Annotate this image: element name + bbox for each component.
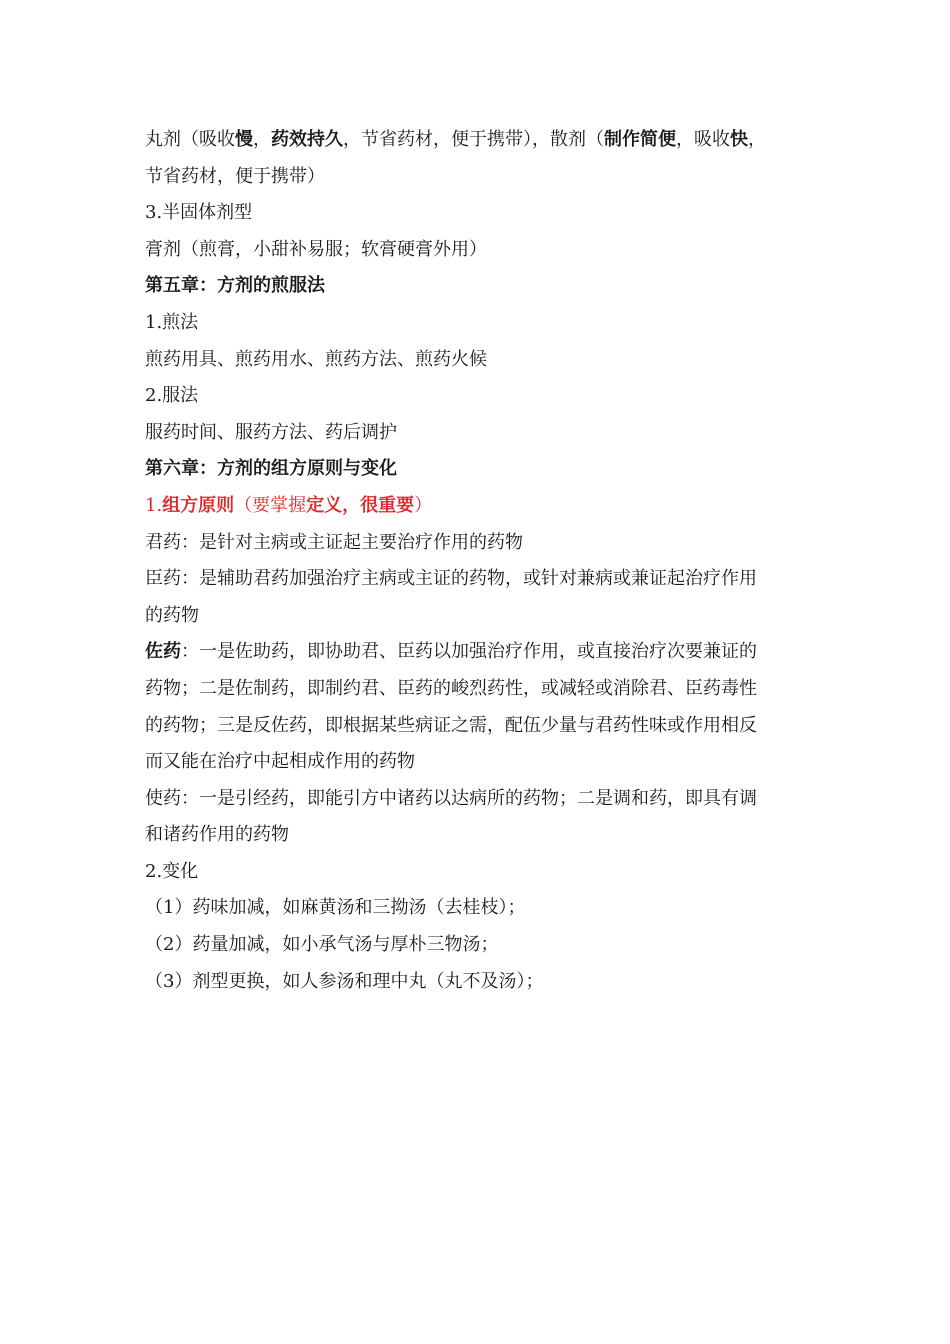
list-item: （3）剂型更换，如人参汤和理中丸（丸不及汤）； xyxy=(145,970,544,992)
subsection-title: 2.变化 xyxy=(145,860,199,882)
text-run: ：一是佐助药，即协助君、臣药以加强治疗作用，或直接治疗次要兼证的 xyxy=(181,641,757,663)
text-run: 丸剂（吸收 xyxy=(145,129,235,150)
principle-title-line xyxy=(145,488,815,525)
subsection-title: 1.煎法 xyxy=(145,311,199,333)
paragraph-line: 臣药：是辅助君药加强治疗主病或主证的药物，或针对兼病或兼证起治疗作用 xyxy=(145,568,757,590)
highlight-text: 定义，很重要 xyxy=(306,494,415,516)
bold-text: 制作简便 xyxy=(604,129,676,150)
text-run: ， xyxy=(748,129,766,150)
paragraph-line: 使药：一是引经药，即能引方中诸药以达病所的药物；二是调和药，即具有调 xyxy=(145,787,757,809)
paragraph-line: 君药：是针对主病或主证起主要治疗作用的药物 xyxy=(145,531,523,553)
bold-text: 快 xyxy=(730,129,748,150)
paragraph-line: 和诸药作用的药物 xyxy=(145,824,289,846)
subsection-title: 2.服法 xyxy=(145,385,199,407)
pill-powder-line xyxy=(145,122,815,159)
text-run: ，吸收 xyxy=(676,129,730,150)
paragraph-line: 服药时间、服药方法、药后调护 xyxy=(145,421,397,443)
paragraph-line: 煎药用具、煎药用水、煎药方法、煎药火候 xyxy=(145,348,487,370)
text-run: （要掌握 xyxy=(234,494,307,516)
paragraph-line: 的药物 xyxy=(145,604,199,626)
bold-text: 佐药 xyxy=(145,641,181,663)
paragraph-line: 节省药材，便于携带） xyxy=(145,165,325,187)
paragraph-line: 膏剂（煎膏，小甜补易服；软膏硬膏外用） xyxy=(145,238,487,260)
bold-text: 慢 xyxy=(235,129,253,150)
chapter-heading: 第六章：方剂的组方原则与变化 xyxy=(145,458,397,480)
subsection-title: 3.半固体剂型 xyxy=(145,202,253,224)
paragraph-line: 药物；二是佐制药，即制约君、臣药的峻烈药性，或减轻或消除君、臣药毒性 xyxy=(145,677,757,699)
paragraph-line: 而又能在治疗中起相成作用的药物 xyxy=(145,751,415,773)
assistant-drug-line xyxy=(145,634,815,671)
chapter-heading: 第五章：方剂的煎服法 xyxy=(145,275,325,297)
text-run: 1. xyxy=(145,494,163,516)
bold-text: 药效持久 xyxy=(271,129,343,150)
highlight-text: 组方原则 xyxy=(162,494,235,516)
document-page xyxy=(145,122,815,1000)
list-item: （1）药味加减，如麻黄汤和三拗汤（去桂枝）； xyxy=(145,897,526,919)
list-item: （2）药量加减，如小承气汤与厚朴三物汤； xyxy=(145,934,499,956)
text-run: ，节省药材，便于携带），散剂（ xyxy=(343,129,604,150)
paragraph-line: 的药物；三是反佐药，即根据某些病证之需，配伍少量与君药性味或作用相反 xyxy=(145,714,757,736)
text-run: ， xyxy=(253,129,271,150)
text-run: ） xyxy=(414,494,433,516)
